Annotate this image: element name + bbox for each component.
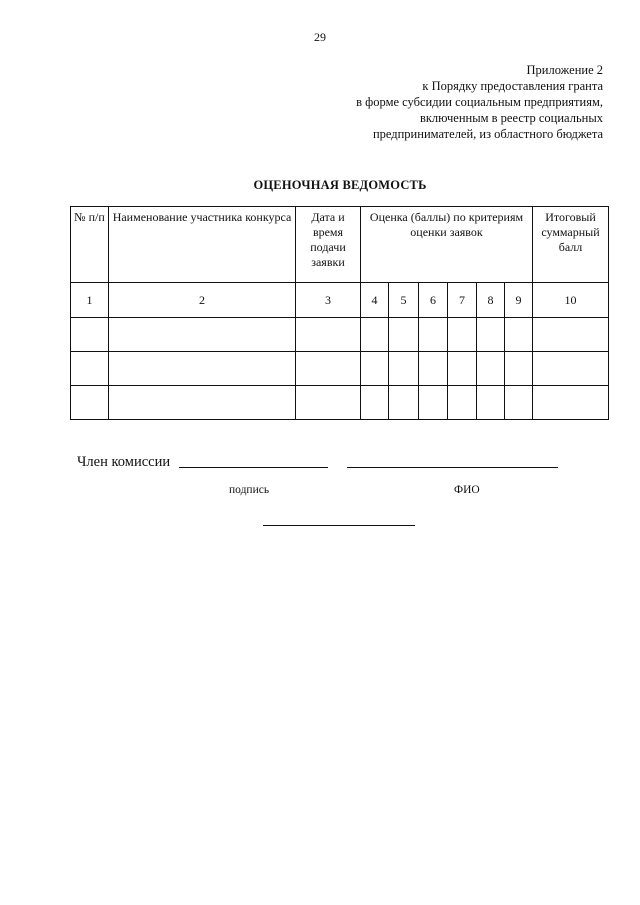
column-number: 8 bbox=[477, 283, 505, 318]
table-cell bbox=[296, 386, 361, 420]
column-number: 7 bbox=[448, 283, 477, 318]
column-number: 4 bbox=[361, 283, 389, 318]
table-cell bbox=[477, 352, 505, 386]
table-row bbox=[71, 318, 609, 352]
full-name-caption: ФИО bbox=[454, 484, 480, 496]
table-cell bbox=[361, 386, 389, 420]
table-header-row bbox=[71, 207, 609, 283]
full-name-line bbox=[347, 467, 558, 468]
table-cell bbox=[389, 352, 419, 386]
page-number: 29 bbox=[314, 30, 326, 44]
signature-line bbox=[179, 467, 328, 468]
column-number: 1 bbox=[71, 283, 109, 318]
header-num: № п/п bbox=[71, 207, 109, 283]
appendix-line: в форме субсидии социальным предприятиям, bbox=[356, 95, 603, 109]
header-total: Итоговый суммарный балл bbox=[533, 207, 609, 283]
appendix-line: к Порядку предоставления гранта bbox=[422, 79, 603, 93]
table-cell bbox=[419, 352, 448, 386]
table-cell bbox=[296, 318, 361, 352]
column-number: 10 bbox=[533, 283, 609, 318]
appendix-line: Приложение 2 bbox=[526, 63, 603, 77]
table-cell bbox=[419, 318, 448, 352]
table-cell bbox=[361, 318, 389, 352]
appendix-note bbox=[303, 62, 603, 142]
table-cell bbox=[505, 386, 533, 420]
table-cell bbox=[389, 318, 419, 352]
table-cell bbox=[505, 352, 533, 386]
table-cell bbox=[448, 318, 477, 352]
table-cell bbox=[477, 318, 505, 352]
table-cell bbox=[533, 386, 609, 420]
table-cell bbox=[71, 318, 109, 352]
column-number: 5 bbox=[389, 283, 419, 318]
commission-member-label: Член комиссии bbox=[77, 454, 171, 470]
table-cell bbox=[109, 352, 296, 386]
column-number: 9 bbox=[505, 283, 533, 318]
table-cell bbox=[361, 352, 389, 386]
table-cell bbox=[109, 386, 296, 420]
table-cell bbox=[109, 318, 296, 352]
document-title: ОЦЕНОЧНАЯ ВЕДОМОСТЬ bbox=[253, 178, 427, 192]
table-cell bbox=[533, 318, 609, 352]
evaluation-table bbox=[70, 206, 609, 420]
signature-caption: подпись bbox=[229, 484, 270, 496]
header-score: Оценка (баллы) по критериям оценки заявок bbox=[361, 207, 533, 283]
table-cell bbox=[296, 352, 361, 386]
table-cell bbox=[448, 386, 477, 420]
table-cell bbox=[419, 386, 448, 420]
table-cell bbox=[71, 352, 109, 386]
table-row bbox=[71, 352, 609, 386]
appendix-line: предпринимателей, из областного бюджета bbox=[372, 127, 603, 141]
table-cell bbox=[505, 318, 533, 352]
table-cell bbox=[71, 386, 109, 420]
appendix-line: включенным в реестр социальных bbox=[419, 111, 603, 125]
header-submission-date: Дата и время подачи заявки bbox=[296, 207, 361, 283]
column-number: 3 bbox=[296, 283, 361, 318]
column-number: 2 bbox=[109, 283, 296, 318]
column-number: 6 bbox=[419, 283, 448, 318]
table-cell bbox=[477, 386, 505, 420]
table-row bbox=[71, 386, 609, 420]
header-participant-name: Наименование участника конкурса bbox=[109, 207, 296, 283]
table-cell bbox=[389, 386, 419, 420]
date-line bbox=[263, 525, 415, 526]
table-cell bbox=[448, 352, 477, 386]
column-number-row bbox=[71, 283, 609, 318]
table-cell bbox=[533, 352, 609, 386]
